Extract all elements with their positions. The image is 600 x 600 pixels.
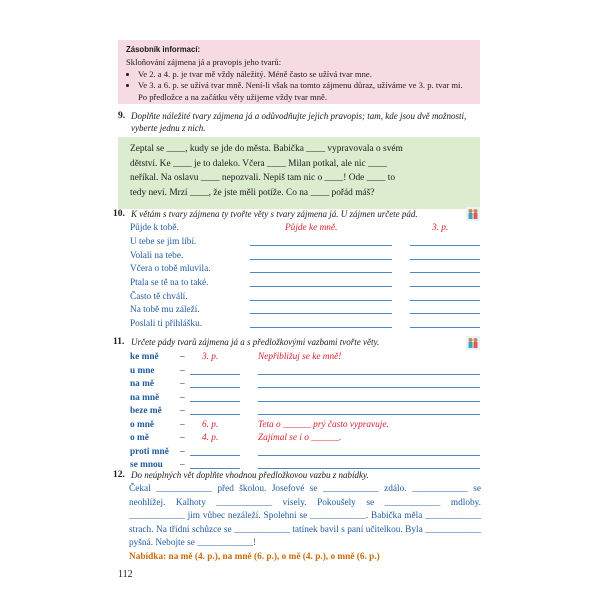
- ex11-case-line[interactable]: [190, 387, 240, 388]
- ex10-case-line[interactable]: [410, 313, 480, 314]
- exercise-12-text: [129, 483, 481, 565]
- exercise-12-instruction: Do neúplných vět doplňte vhodnou předložkovou vazbu z nabídky.: [131, 470, 369, 480]
- exercise-11-instruction: Určete pády tvarů zájmena já a s předložkovými vazbami tvořte věty.: [131, 337, 380, 347]
- ex10-answer-line[interactable]: [250, 259, 392, 260]
- ex10-answer-line[interactable]: [250, 245, 392, 246]
- ex10-case-line[interactable]: [410, 300, 480, 301]
- ex11-form: na mě: [130, 379, 155, 389]
- ex11-form: se mnou: [130, 460, 163, 470]
- ex10-case: 3. p.: [432, 223, 449, 233]
- ex11-case: 6. p.: [202, 420, 219, 430]
- ex11-case-line[interactable]: [190, 414, 240, 415]
- exercise-9-textbox: [118, 137, 480, 209]
- ex11-dash: –: [180, 433, 185, 443]
- ex11-sentence-line[interactable]: [258, 414, 480, 415]
- ex10-answer-line[interactable]: [250, 327, 392, 328]
- ex11-case-line[interactable]: [190, 374, 240, 375]
- ex11-case: 3. p.: [202, 352, 219, 362]
- exercise-12-body: Čekal ____________ před školou. Josefové se ____________ zdálo. ____________ se neohlížej. Kalhoty ____________ visely. Pokoušely se ____________ mdloby. ____________ jim vůbec nezáleží. Spolehni se ____________. Babička měla ____________ strach. Na třídní schůzce se ____________ tatínek bavil s paní učitelkou. Byla ____________ pyšná. Nebojte se ____________!: [129, 484, 481, 549]
- ex10-sentence: Ptala se tě na to také.: [130, 278, 209, 288]
- ex10-case-line[interactable]: [410, 245, 480, 246]
- ex11-dash: –: [180, 366, 185, 376]
- ex10-sentence: Volali na tebe.: [130, 251, 184, 261]
- ex11-case-line[interactable]: [190, 468, 240, 469]
- ex10-case-line[interactable]: [410, 327, 480, 328]
- ex10-answer-line[interactable]: [250, 272, 392, 273]
- info-box-list: [126, 69, 472, 103]
- exercise-10-instruction: K větám s tvary zájmena ty tvořte věty s tvary zájmena já. U zájmen určete pád.: [131, 209, 418, 219]
- exercise-9-line: tedy neví. Mrzí ____, že jste měli potíže. Co na ____ pořád máš?: [130, 187, 375, 198]
- exercise-11-number: 11.: [113, 337, 125, 347]
- ex11-sentence: Zajímal se i o ______.: [258, 433, 342, 443]
- ex11-form: o mně: [130, 420, 155, 430]
- pair-work-icon: [466, 336, 480, 350]
- ex10-sentence: Včera o tobě mluvila.: [130, 264, 211, 274]
- exercise-9-number: 9.: [118, 111, 126, 121]
- ex11-dash: –: [180, 420, 185, 430]
- ex11-form: o mě: [130, 433, 149, 443]
- ex11-case-line[interactable]: [190, 401, 240, 402]
- ex11-case-line[interactable]: [190, 455, 240, 456]
- info-box-intro: Skloňování zájmena já a pravopis jeho tvarů:: [126, 57, 282, 68]
- ex11-form: beze mě: [130, 406, 162, 416]
- ex11-sentence-line[interactable]: [258, 455, 480, 456]
- ex10-answer-line[interactable]: [250, 300, 392, 301]
- ex11-form: na mně: [130, 393, 160, 403]
- exercise-9-instruction: Doplňte náležité tvary zájmena já a odůvodňujte jejich pravopis; tam, kde jsou dvě možnosti, vyberte jednu z nich.: [131, 111, 467, 133]
- ex11-sentence-line[interactable]: [258, 468, 480, 469]
- ex10-sentence: Půjde k tobě.: [130, 223, 179, 233]
- exercise-9-line: Zeptal se ____, kudy se jde do města. Babička ____ vypravovala o svém: [130, 144, 403, 154]
- info-box-title: Zásobník informací:: [126, 45, 201, 54]
- page-number: 112: [118, 569, 133, 580]
- ex10-case-line[interactable]: [410, 272, 480, 273]
- ex11-form: ke mně: [130, 352, 159, 362]
- info-bullet-1: • Ve 2. a 4. p. je tvar mě vždy náležitý. Méně často se užívá tvar mne.: [138, 69, 472, 80]
- exercise-12-offer: na mě (4. p.), na mně (6. p.), o mě (4. p.), o mně (6. p.): [168, 551, 380, 562]
- ex11-dash: –: [180, 379, 185, 389]
- exercise-12-number: 12.: [113, 470, 125, 480]
- exercise-9-line: dětství. Ke ____ je to daleko. Včera ____ Milan potkal, ale nic ____: [130, 158, 387, 169]
- exercise-10-number: 10.: [113, 209, 125, 219]
- ex11-sentence-line[interactable]: [258, 401, 480, 402]
- pair-work-icon: [466, 207, 480, 221]
- exercise-9-line: neříkal. Na oslavu ____ nepozvali. Nepiš tam nic o ____! Ode ____ to: [130, 173, 396, 183]
- ex11-sentence: Nepřibližuj se ke mně!: [258, 352, 342, 362]
- ex11-sentence-line[interactable]: [258, 374, 480, 375]
- ex10-case-line[interactable]: [410, 286, 480, 287]
- ex10-answer: Půjde ke mně.: [285, 223, 338, 233]
- ex11-case: 4. p.: [202, 433, 219, 443]
- ex11-dash: –: [180, 406, 185, 416]
- info-bullet-2: • Ve 3. a 6. p. se užívá tvar mně. Není-li však na tomto zájmenu důraz, užíváme ve 3. p. tvar mi. Po předložce a na začátku věty užijeme vždy tvar mně.: [138, 80, 472, 103]
- ex11-dash: –: [180, 352, 185, 362]
- ex11-sentence: Teta o ______ prý často vypravuje.: [258, 420, 389, 430]
- ex10-sentence: U tebe se jim líbí.: [130, 237, 197, 247]
- exercise-12-offer-label: Nabídka:: [129, 551, 167, 562]
- ex11-sentence-line[interactable]: [258, 387, 480, 388]
- ex11-dash: –: [180, 393, 185, 403]
- info-box: [118, 40, 480, 104]
- ex10-sentence: Na tobě mu záleží.: [130, 305, 200, 315]
- ex10-answer-line[interactable]: [250, 313, 392, 314]
- ex10-case-line[interactable]: [410, 259, 480, 260]
- ex11-form: u mne: [130, 366, 155, 376]
- ex10-answer-line[interactable]: [250, 286, 392, 287]
- ex11-dash: –: [180, 447, 185, 457]
- ex11-dash: –: [180, 460, 185, 470]
- ex10-sentence: Často tě chválí.: [130, 292, 188, 302]
- ex10-sentence: Poslali ti přihlášku.: [130, 319, 203, 329]
- ex11-form: proti mně: [130, 447, 169, 457]
